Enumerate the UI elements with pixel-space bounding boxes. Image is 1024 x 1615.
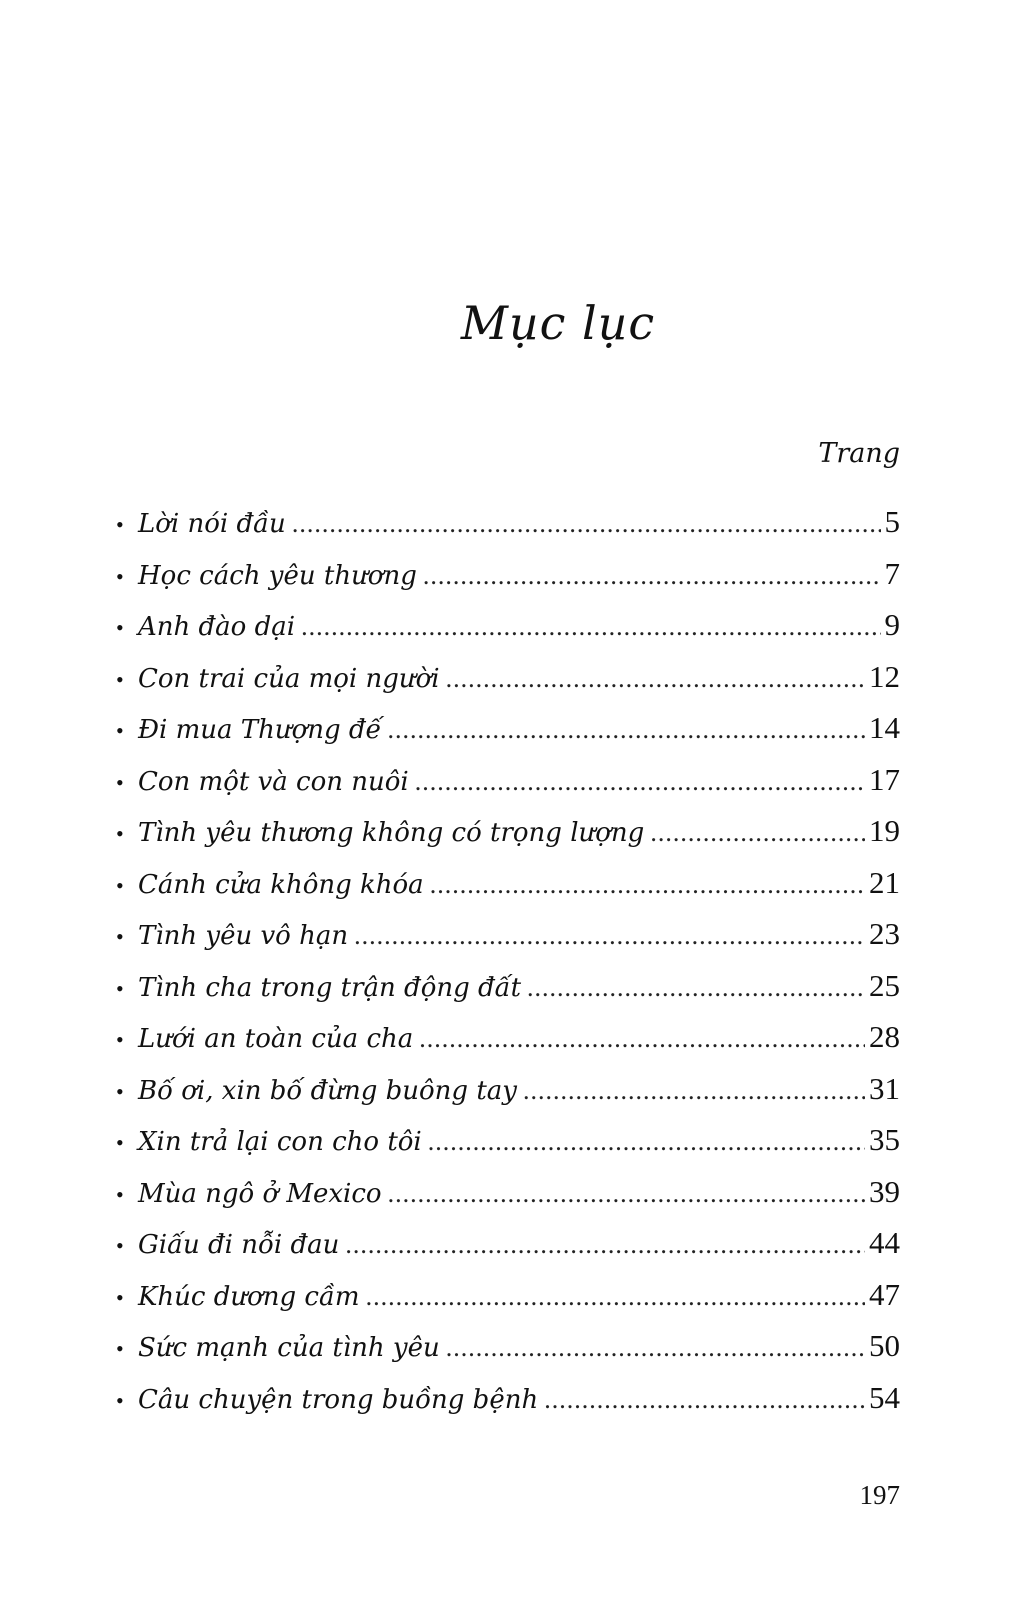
toc-entry-page: 39 — [869, 1173, 900, 1209]
toc-entry-title: Đi mua Thượng đế — [138, 715, 382, 745]
toc-entry-page: 17 — [869, 761, 900, 797]
bullet-icon: • — [116, 1181, 124, 1207]
toc-entry — [116, 865, 900, 917]
toc-entry — [116, 1277, 900, 1329]
dot-leader — [523, 1076, 865, 1106]
toc-entry-title: Con trai của mọi người — [138, 663, 440, 694]
toc-entry-title: Giấu đi nỗi đau — [138, 1230, 340, 1260]
toc-entry — [116, 1122, 900, 1174]
toc-entry-title: Khúc dương cầm — [138, 1281, 360, 1312]
dot-leader — [292, 509, 881, 539]
bullet-icon: • — [116, 1336, 124, 1361]
toc-entry — [116, 659, 900, 711]
bullet-icon: • — [116, 666, 124, 692]
toc-entry-page: 14 — [869, 710, 900, 745]
bullet-icon: • — [116, 1387, 124, 1413]
toc-entry — [116, 1328, 900, 1380]
toc-entry — [116, 710, 900, 762]
toc-entry-title: Tình yêu vô hạn — [138, 921, 349, 951]
toc-entry-page: 19 — [869, 813, 900, 848]
bullet-icon: • — [116, 1078, 124, 1104]
bullet-icon: • — [116, 1284, 124, 1310]
toc-entry-title: Học cách yêu thương — [138, 560, 417, 591]
toc-entry — [116, 968, 900, 1020]
bullet-icon: • — [116, 872, 124, 898]
bullet-icon: • — [116, 563, 124, 589]
toc-entry-page: 7 — [884, 555, 900, 591]
dot-leader — [446, 1333, 865, 1363]
dot-leader — [423, 561, 881, 591]
toc-entry-title: Xin trả lại con cho tôi — [138, 1127, 422, 1157]
toc-entry — [116, 556, 900, 608]
bullet-icon: • — [116, 924, 124, 949]
dot-leader — [428, 1127, 865, 1157]
toc-entry-page: 9 — [884, 607, 900, 642]
dot-leader — [345, 1230, 865, 1260]
bullet-icon: • — [116, 1130, 124, 1155]
dot-leader — [366, 1282, 865, 1312]
toc-entry-title: Câu chuyện trong buồng bệnh — [138, 1384, 539, 1415]
toc-entry-page: 21 — [869, 864, 900, 900]
dot-leader — [430, 870, 865, 900]
dot-leader — [301, 612, 880, 642]
toc-entry-title: Tình cha trong trận động đất — [138, 972, 522, 1003]
page-title: Mục lục — [460, 296, 656, 350]
toc-entry — [116, 1071, 900, 1123]
toc-entry — [116, 1380, 900, 1432]
dot-leader — [527, 973, 865, 1003]
toc-entry-page: 50 — [869, 1328, 900, 1363]
dot-leader — [650, 818, 865, 848]
toc-entry — [116, 916, 900, 968]
bullet-icon: • — [116, 975, 124, 1001]
toc-entry-page: 31 — [869, 1070, 900, 1106]
toc-entry-title: Cánh cửa không khóa — [138, 869, 424, 900]
bullet-icon: • — [116, 821, 124, 846]
toc-entry-title: Anh đào dại — [138, 612, 296, 642]
toc-entry-page: 23 — [869, 916, 900, 951]
toc-entry-page: 54 — [869, 1379, 900, 1415]
page-number: 197 — [859, 1480, 900, 1510]
dot-leader — [388, 1179, 865, 1209]
table-of-contents — [116, 504, 900, 1431]
toc-entry — [116, 607, 900, 659]
dot-leader — [388, 715, 865, 745]
bullet-icon: • — [116, 1233, 124, 1258]
toc-entry — [116, 762, 900, 814]
bullet-icon: • — [116, 769, 124, 795]
toc-entry-title: Bố ơi, xin bố đừng buông tay — [138, 1075, 517, 1106]
dot-leader — [415, 767, 865, 797]
toc-entry-page: 47 — [869, 1276, 900, 1312]
toc-entry-title: Lời nói đầu — [138, 509, 286, 539]
dot-leader — [419, 1024, 865, 1054]
toc-entry-title: Sức mạnh của tình yêu — [138, 1333, 440, 1363]
dot-leader — [544, 1385, 865, 1415]
toc-entry-title: Con một và con nuôi — [138, 766, 409, 797]
toc-entry-page: 28 — [869, 1019, 900, 1054]
toc-entry-page: 35 — [869, 1122, 900, 1157]
toc-entry-page: 12 — [869, 658, 900, 694]
toc-entry-title: Mùa ngô ở Mexico — [138, 1178, 382, 1209]
bullet-icon: • — [116, 1027, 124, 1052]
bullet-icon: • — [116, 512, 124, 537]
bullet-icon: • — [116, 615, 124, 640]
toc-entry — [116, 1174, 900, 1226]
toc-entry-title: Tình yêu thương không có trọng lượng — [138, 818, 645, 848]
toc-entry — [116, 1225, 900, 1277]
toc-entry — [116, 813, 900, 865]
toc-entry-page: 25 — [869, 967, 900, 1003]
toc-entry — [116, 504, 900, 556]
toc-entry — [116, 1019, 900, 1071]
page-column-label: Trang — [818, 438, 900, 469]
bullet-icon: • — [116, 718, 124, 743]
toc-entry-title: Lưới an toàn của cha — [138, 1024, 414, 1054]
dot-leader — [446, 664, 865, 694]
toc-entry-page: 44 — [869, 1225, 900, 1260]
dot-leader — [354, 921, 865, 951]
toc-entry-page: 5 — [884, 504, 900, 539]
